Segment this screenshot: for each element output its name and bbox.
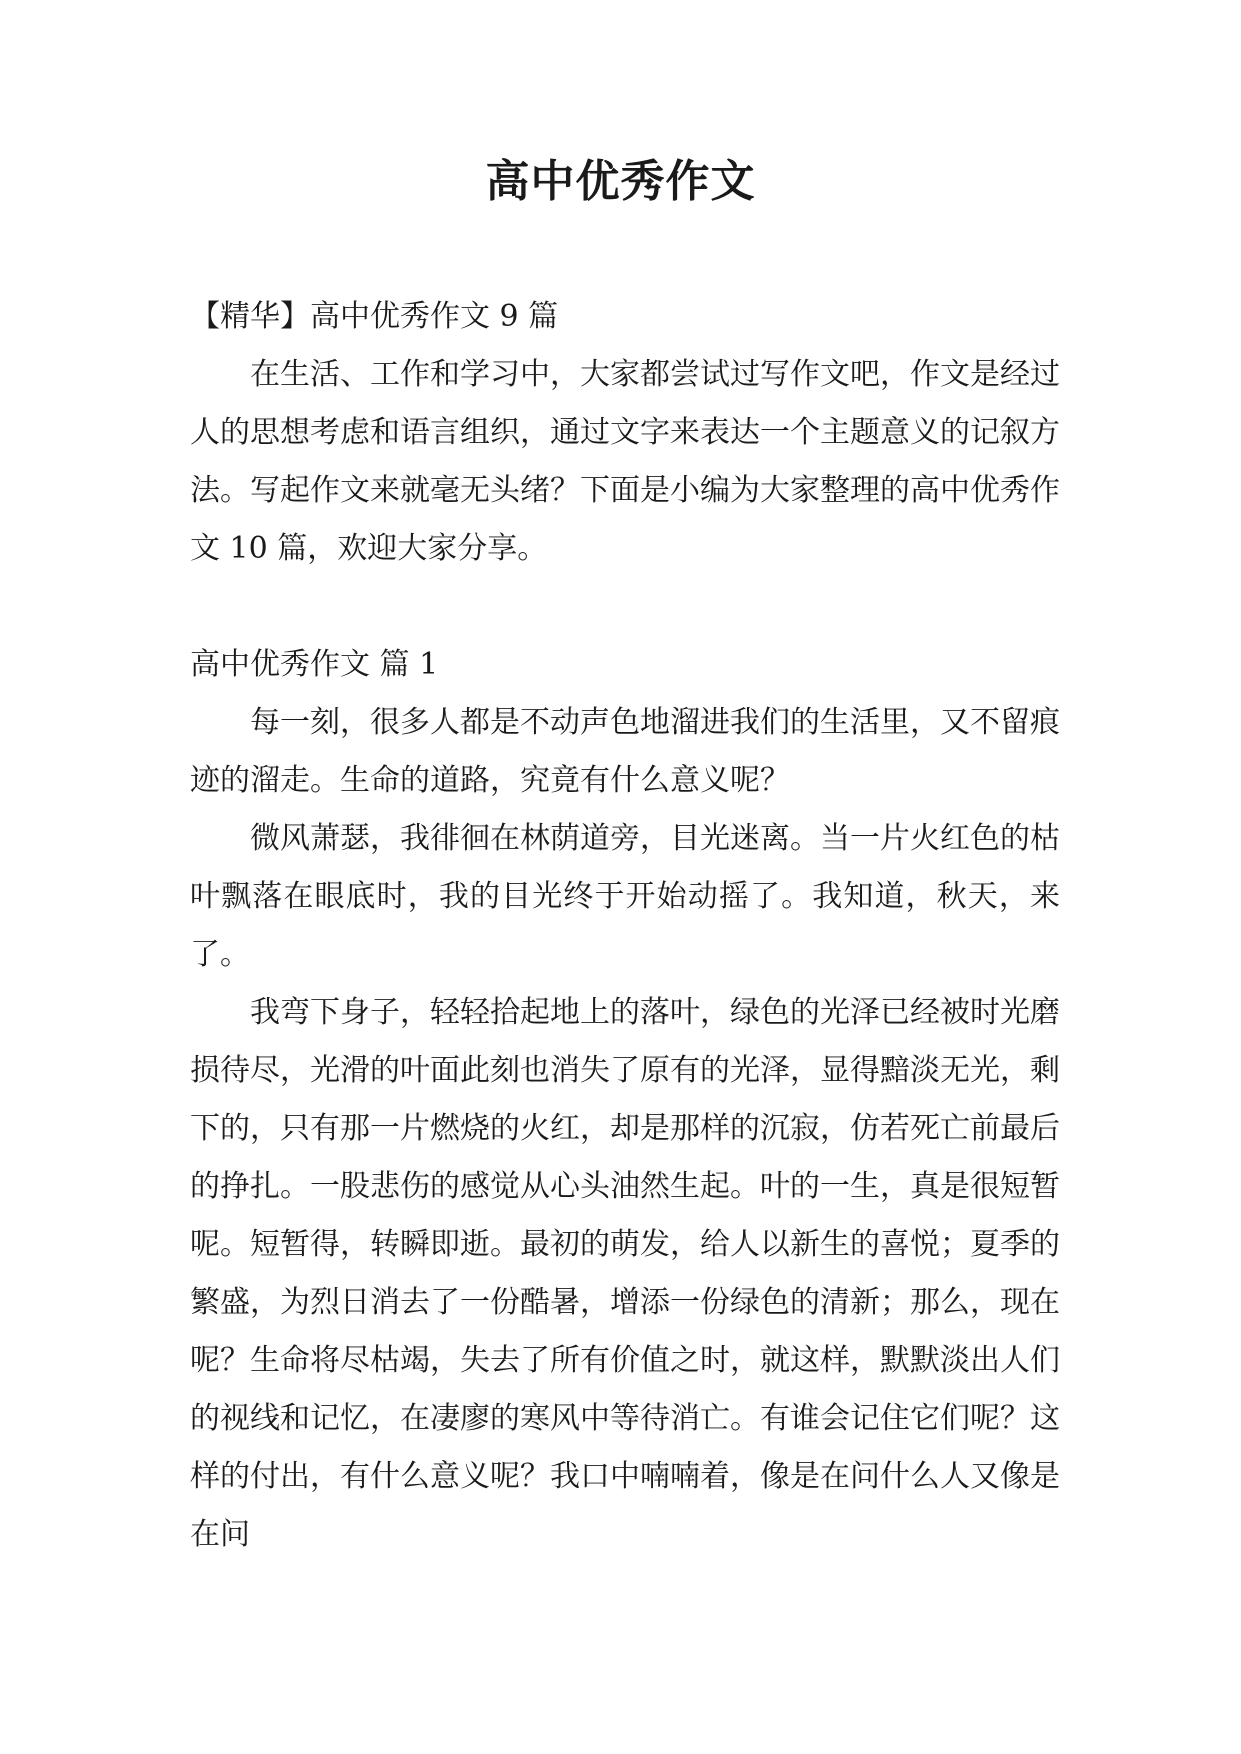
intro-paragraph: 在生活、工作和学习中，大家都尝试过写作文吧，作文是经过人的思想考虑和语言组织，通过文字来表达一个主题意义的记叙方法。写起作文来就毫无头绪？下面是小编为大家整理的高中优秀作文 10 篇，欢迎大家分享。	[190, 357, 1060, 566]
section-heading: 高中优秀作文 篇 1	[190, 647, 439, 682]
document-subtitle: 【精华】高中优秀作文 9 篇	[190, 299, 559, 334]
document-body	[190, 288, 1060, 1564]
document-title: 高中优秀作文	[485, 156, 756, 207]
body-paragraph: 微风萧瑟，我徘徊在林荫道旁，目光迷离。当一片火红色的枯叶飘落在眼底时，我的目光终于开始动摇了。我知道，秋天，来了。	[190, 821, 1060, 972]
section-spacer	[190, 578, 1060, 636]
body-paragraph: 我弯下身子，轻轻拾起地上的落叶，绿色的光泽已经被时光磨损待尽，光滑的叶面此刻也消失了原有的光泽，显得黯淡无光，剩下的，只有那一片燃烧的火红，却是那样的沉寂，仿若死亡前最后的挣扎。一股悲伤的感觉从心头油然生起。叶的一生，真是很短暂呢。短暂得，转瞬即逝。最初的萌发，给人以新生的喜悦；夏季的繁盛，为烈日消去了一份酷暑，增添一份绿色的清新；那么，现在呢？生命将尽枯竭，失去了所有价值之时，就这样，默默淡出人们的视线和记忆，在凄廖的寒风中等待消亡。有谁会记住它们呢？这样的付出，有什么意义呢？我口中喃喃着，像是在问什么人又像是在问	[190, 995, 1060, 1552]
body-paragraph: 每一刻，很多人都是不动声色地溜进我们的生活里，又不留痕迹的溜走。生命的道路，究竟有什么意义呢？	[190, 705, 1060, 798]
